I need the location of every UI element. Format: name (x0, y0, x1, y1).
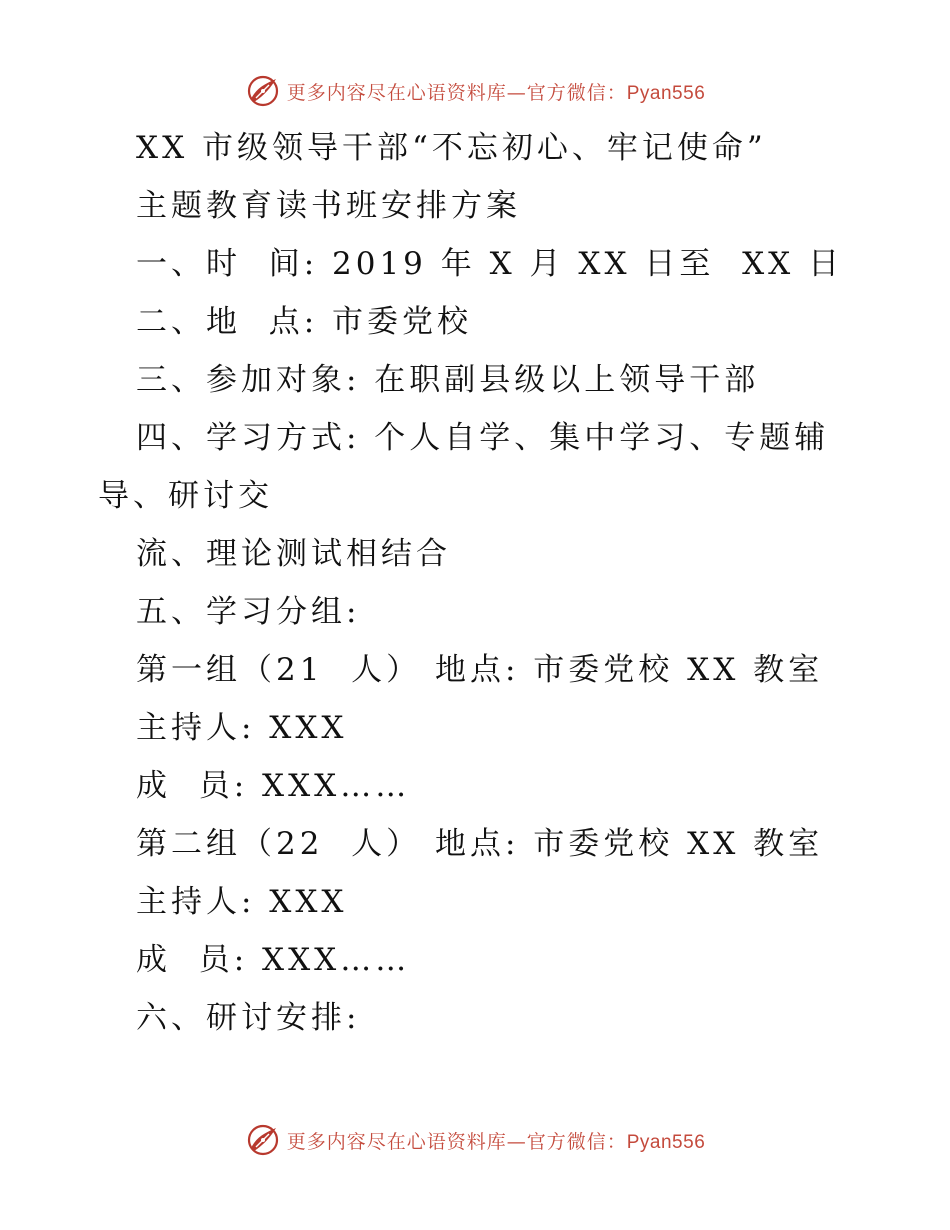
footer-banner-label: 更多内容尽在心语资料库—官方微信： (286, 1130, 627, 1153)
group-1-host: 主持人: XXX (136, 710, 348, 746)
group-2-header: 第二组（22 人） 地点: 市委党校 XX 教室 (136, 826, 824, 862)
header-banner-label: 更多内容尽在心语资料库—官方微信： (286, 81, 627, 104)
group-1-members: 成 员: XXX…… (136, 768, 411, 804)
item-participants: 三、参加对象: 在职副县级以上领导干部 (136, 362, 760, 398)
header-banner (0, 71, 950, 111)
doc-title-line-2: 主题教育读书班安排方案 (136, 188, 521, 224)
item-groups: 五、学习分组: (136, 594, 361, 630)
group-2-members: 成 员: XXX…… (136, 942, 411, 978)
group-1-header: 第一组（21 人） 地点: 市委党校 XX 教室 (136, 652, 824, 688)
item-method-line-2: 导、研讨交 (98, 478, 273, 514)
item-method-line-3: 流、理论测试相结合 (136, 536, 451, 572)
item-discussion: 六、研讨安排: (136, 1000, 361, 1036)
pen-nib-logo-icon (245, 73, 281, 109)
footer-banner-content (245, 1122, 706, 1158)
footer-wechat-id: Pyan556 (626, 1131, 706, 1153)
item-place: 二、地 点: 市委党校 (136, 304, 473, 340)
header-banner-content (245, 73, 706, 109)
pen-nib-logo-icon (245, 1122, 281, 1158)
item-method-line-1: 四、学习方式: 个人自学、集中学习、专题辅 (136, 420, 830, 456)
footer-banner (0, 1120, 950, 1160)
footer-banner-text (287, 1127, 706, 1154)
doc-title-line-1: XX 市级领导干部“不忘初心、牢记使命” (136, 130, 767, 166)
item-time: 一、时 间: 2019 年 X 月 XX 日至 XX 日 (136, 246, 844, 282)
header-wechat-id: Pyan556 (626, 82, 706, 104)
header-banner-text (287, 78, 706, 105)
group-2-host: 主持人: XXX (136, 884, 348, 920)
